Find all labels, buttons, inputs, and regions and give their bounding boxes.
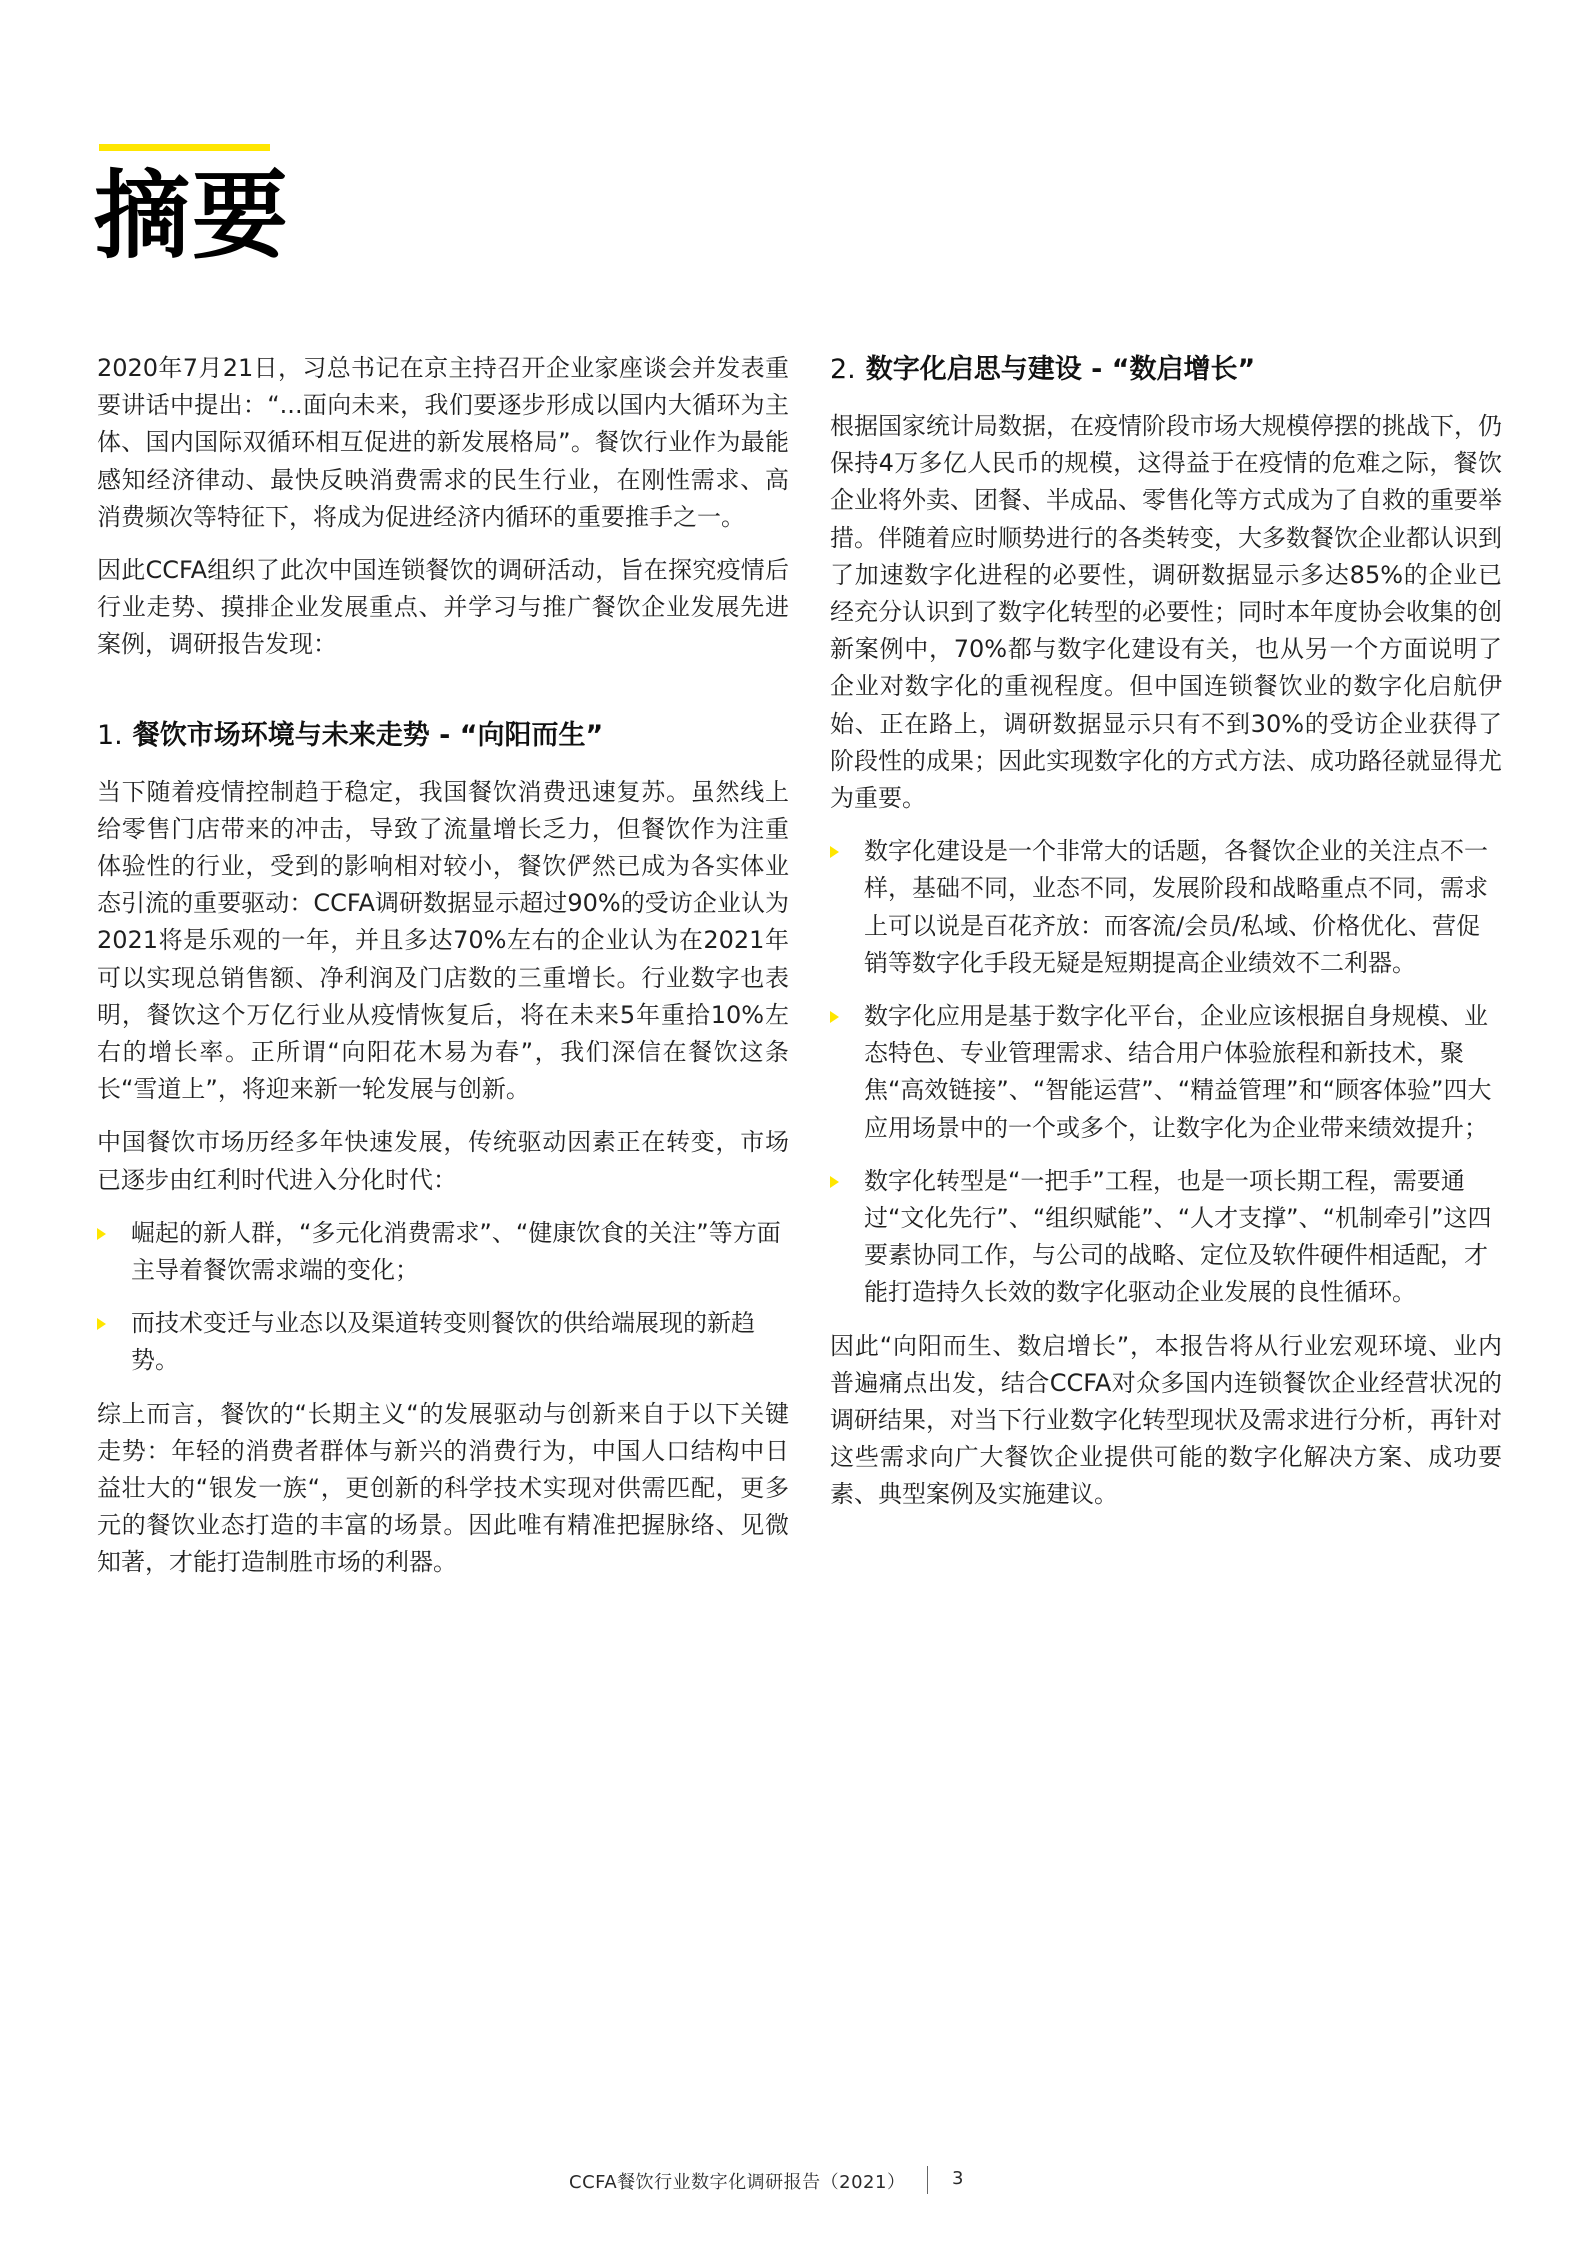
section-2-title: 数字化启思与建设 - “数启增长”	[865, 354, 1256, 385]
right-column	[830, 350, 1502, 1530]
section-1-title: 餐饮市场环境与未来走势 - “向阳而生”	[132, 719, 604, 751]
triangle-bullet-icon	[830, 846, 839, 858]
triangle-bullet-icon	[97, 1318, 106, 1330]
section-2-bullet-list	[830, 833, 1502, 1311]
intro-paragraph-1: 2020年7月21日，习总书记在京主持召开企业家座谈会并发表重要讲话中提出：“...面向未来，我们要逐步形成以国内大循环为主体、国内国际双循环相互促进的新发展格局”。餐饮行业作为最能感知经济律动、最快反映消费需求的民生行业，在刚性需求、高消费频次等特征下，将成为促进经济内循环的重要推手之一。	[97, 354, 789, 531]
bullet-text: 数字化应用是基于数字化平台，企业应该根据自身规模、业态特色、专业管理需求、结合用户体验旅程和新技术，聚焦“高效链接”、“智能运营”、“精益管理”和“顾客体验”四大应用场景中的一个或多个，让数字化为企业带来绩效提升；	[864, 1002, 1492, 1142]
left-column	[97, 350, 789, 1598]
bullet-text: 数字化建设是一个非常大的话题，各餐饮企业的关注点不一样，基础不同，业态不同，发展阶段和战略重点不同，需求上可以说是百花齐放：而客流/会员/私域、价格优化、营促销等数字化手段无疑是短期提高企业绩效不二利器。	[864, 837, 1488, 977]
triangle-bullet-icon	[830, 1011, 839, 1023]
section-1-paragraph-1: 当下随着疫情控制趋于稳定，我国餐饮消费迅速复苏。虽然线上给零售门店带来的冲击，导致了流量增长乏力，但餐饮作为注重体验性的行业，受到的影响相对较小，餐饮俨然已成为各实体业态引流的重要驱动：CCFA调研数据显示超过90%的受访企业认为2021将是乐观的一年，并且多达70%左右的企业认为在2021年可以实现总销售额、净利润及门店数的三重增长。行业数字也表明，餐饮这个万亿行业从疫情恢复后，将在未来5年重拾10%左右的增长率。正所谓“向阳花木易为春”，我们深信在餐饮这条长“雪道上”，将迎来新一轮发展与创新。	[97, 777, 789, 1104]
page-number: 3	[952, 2168, 964, 2189]
page-title: 摘要	[94, 160, 290, 272]
section-2-intro-paragraph: 根据国家统计局数据，在疫情阶段市场大规模停摆的挑战下，仍保持4万多亿人民币的规模，这得益于在疫情的危难之际，餐饮企业将外卖、团餐、半成品、零售化等方式成为了自救的重要举措。伴随着应时顺势进行的各类转变，大多数餐饮企业都认识到了加速数字化进程的必要性，调研数据显示多达85%的企业已经充分认识到了数字化转型的必要性；同时本年度协会收集的创新案例中，70%都与数字化建设有关，也从另一个方面说明了企业对数字化的重视程度。但中国连锁餐饮业的数字化启航伊始、正在路上，调研数据显示只有不到30%的受访企业获得了阶段性的成果；因此实现数字化的方式方法、成功路径就显得尤为重要。	[830, 412, 1502, 813]
section-2-heading	[830, 350, 1502, 390]
list-item	[97, 1215, 789, 1289]
section-1-bullet-list	[97, 1215, 789, 1380]
intro-paragraph-2: 因此CCFA组织了此次中国连锁餐饮的调研活动，旨在探究疫情后行业走势、摸排企业发展重点、并学习与推广餐饮企业发展先进案例，调研报告发现：	[97, 556, 789, 659]
footer-divider	[927, 2166, 928, 2194]
section-1-paragraph-2: 中国餐饮市场历经多年快速发展，传统驱动因素正在转变，市场已逐步由红利时代进入分化时代：	[97, 1128, 789, 1194]
bullet-text: 数字化转型是“一把手”工程，也是一项长期工程，需要通过“文化先行”、“组织赋能”、“人才支撑”、“机制牵引”这四要素协同工作，与公司的战略、定位及软件硬件相适配，才能打造持久长效的数字化驱动企业发展的良性循环。	[864, 1166, 1492, 1307]
bullet-text: 崛起的新人群，“多元化消费需求”、“健康饮食的关注”等方面主导着餐饮需求端的变化；	[131, 1218, 781, 1285]
list-item	[97, 1305, 789, 1379]
list-item	[830, 833, 1502, 982]
section-1-heading	[97, 716, 789, 756]
footer-report-title: CCFA餐饮行业数字化调研报告（2021）	[569, 2172, 906, 2193]
list-item	[830, 998, 1502, 1147]
bullet-text: 而技术变迁与业态以及渠道转变则餐饮的供给端展现的新趋势。	[131, 1309, 755, 1375]
section-1-number: 1.	[97, 719, 123, 751]
list-item	[830, 1163, 1502, 1312]
section-1-closing-paragraph: 综上而言，餐饮的“长期主义“的发展驱动与创新来自于以下关键走势：年轻的消费者群体与新兴的消费行为，中国人口结构中日益壮大的“银发一族“，更创新的科学技术实现对供需匹配，更多元的餐饮业态打造的丰富的场景。因此唯有精准把握脉络、见微知著，才能打造制胜市场的利器。	[97, 1399, 789, 1577]
section-2-closing-paragraph: 因此“向阳而生、数启增长”，本报告将从行业宏观环境、业内普遍痛点出发，结合CCFA对众多国内连锁餐饮企业经营状况的调研结果，对当下行业数字化转型现状及需求进行分析，再针对这些需求向广大餐饮企业提供可能的数字化解决方案、成功要素、典型案例及实施建议。	[830, 1331, 1502, 1509]
page-footer	[0, 2160, 1587, 2200]
section-2-number: 2.	[830, 354, 856, 385]
triangle-bullet-icon	[830, 1176, 839, 1188]
title-accent-bar	[99, 144, 270, 151]
triangle-bullet-icon	[97, 1228, 106, 1240]
